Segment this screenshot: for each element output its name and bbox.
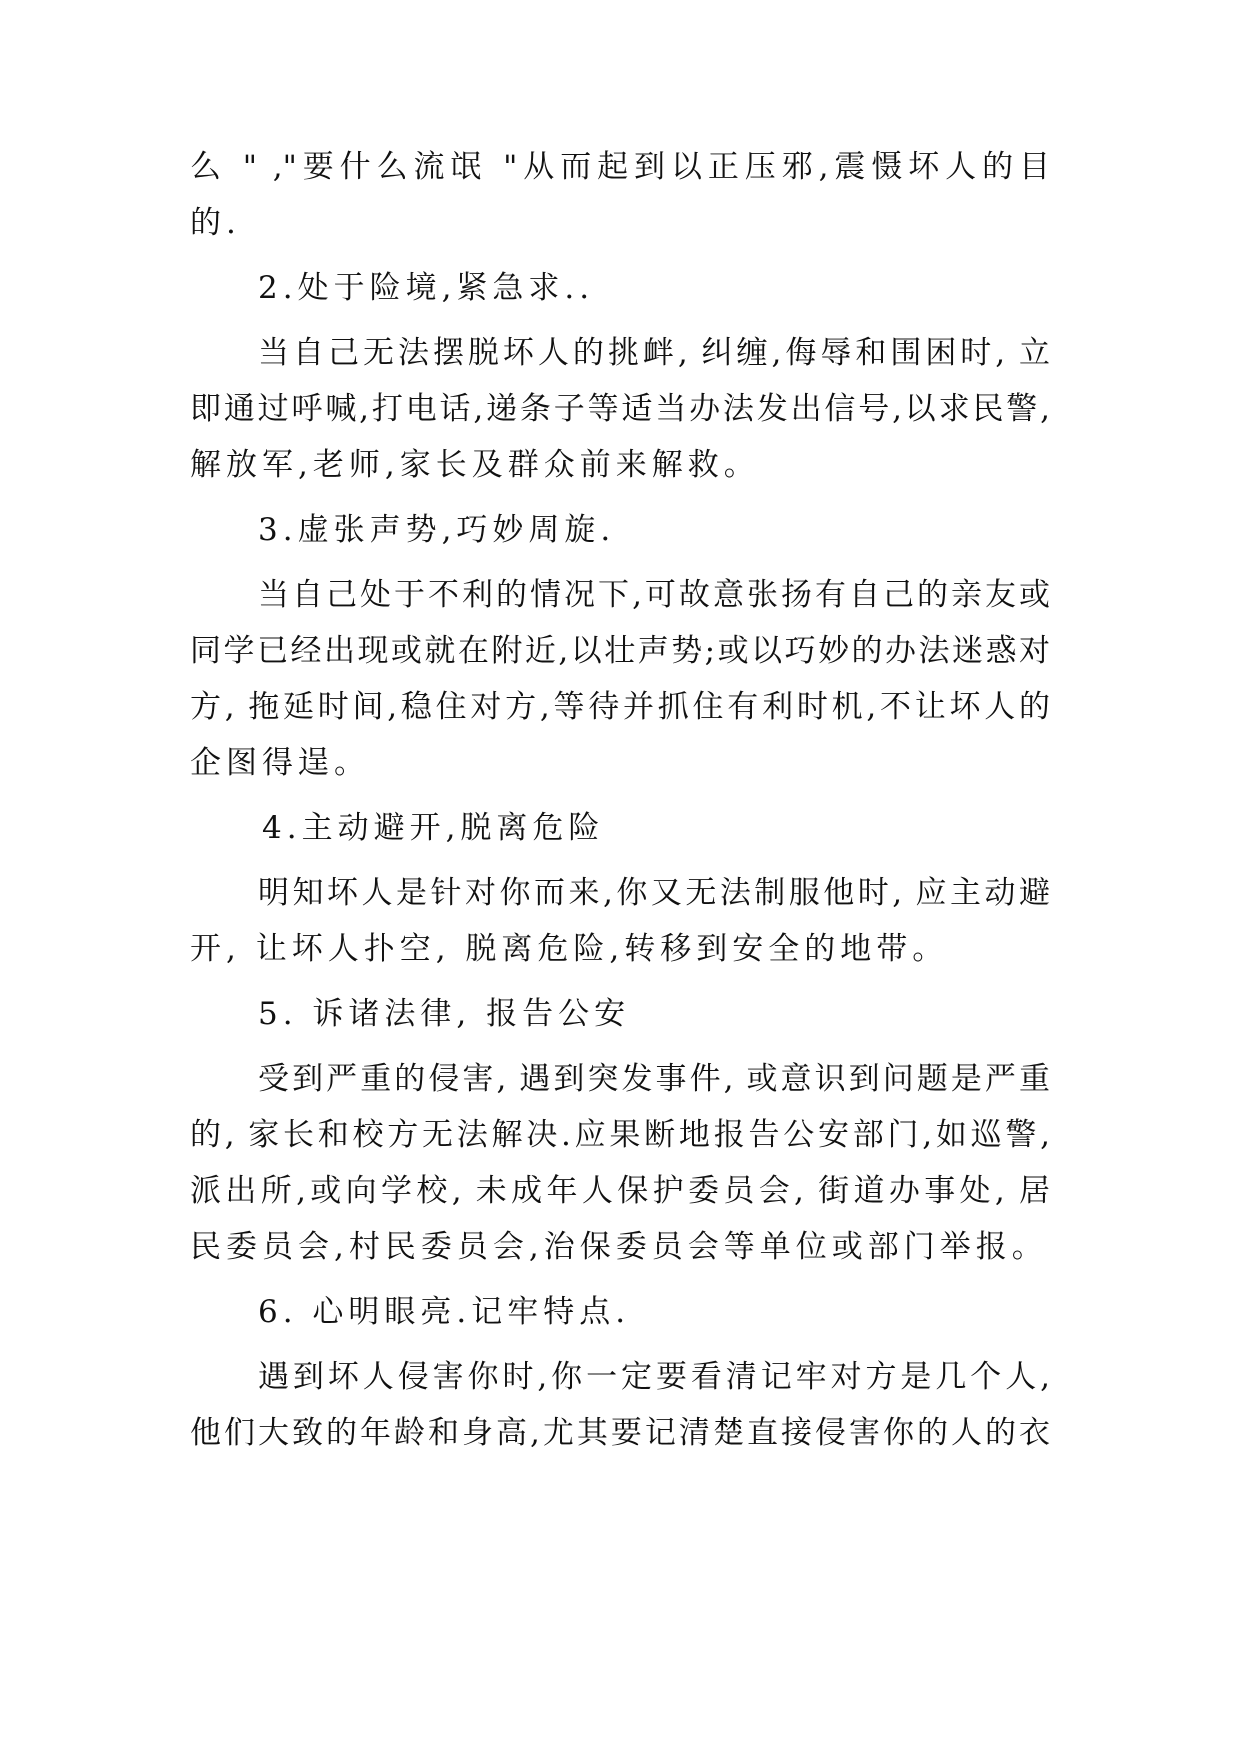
- text-line: 派出所,或向学校, 未成年人保护委员会, 街道办事处, 居: [190, 1173, 1050, 1209]
- text-line: 当自己无法摆脱坏人的挑衅, 纠缠,侮辱和围困时, 立: [258, 335, 1050, 371]
- text-line: 方, 拖延时间,稳住对方,等待并抓住有利时机,不让坏人的: [190, 689, 1050, 725]
- text-line: 民委员会,村民委员会,治保委员会等单位或部门举报。: [190, 1229, 1048, 1265]
- text-line: 的.: [190, 205, 241, 241]
- text-line: 当自己处于不利的情况下,可故意张扬有自己的亲友或: [258, 577, 1050, 613]
- text-line: 同学已经出现或就在附近,以壮声势;或以巧妙的办法迷惑对: [190, 633, 1050, 669]
- section-heading: 2.处于险境,紧急求..: [258, 270, 595, 306]
- text-line: 明知坏人是针对你而来,你又无法制服他时, 应主动避: [258, 875, 1050, 911]
- text-line: 他们大致的年龄和身高,尤其要记清楚直接侵害你的人的衣: [190, 1415, 1050, 1451]
- section-heading: 5. 诉诸法律, 报告公安: [258, 996, 631, 1032]
- text-line: 企图得逞。: [190, 745, 370, 781]
- section-heading: 3.虚张声势,巧妙周旋.: [258, 512, 616, 548]
- text-line: 受到严重的侵害, 遇到突发事件, 或意识到问题是严重: [258, 1061, 1050, 1097]
- section-heading: 4.主动避开,脱离危险: [262, 810, 605, 846]
- text-line: 开, 让坏人扑空, 脱离危险,转移到安全的地带。: [190, 931, 949, 967]
- section-heading: 6. 心明眼亮.记牢特点.: [258, 1294, 631, 1330]
- text-line: 的, 家长和校方无法解决.应果断地报告公安部门,如巡警,: [190, 1117, 1050, 1153]
- text-line: 即通过呼喊,打电话,递条子等适当办法发出信号,以求民警,: [190, 391, 1050, 427]
- text-line: 解放军,老师,家长及群众前来解救。: [190, 447, 760, 483]
- text-line: 遇到坏人侵害你时,你一定要看清记牢对方是几个人,: [258, 1359, 1050, 1395]
- text-line: 么 " ,"要什么流氓 "从而起到以正压邪,震慑坏人的目: [190, 149, 1050, 185]
